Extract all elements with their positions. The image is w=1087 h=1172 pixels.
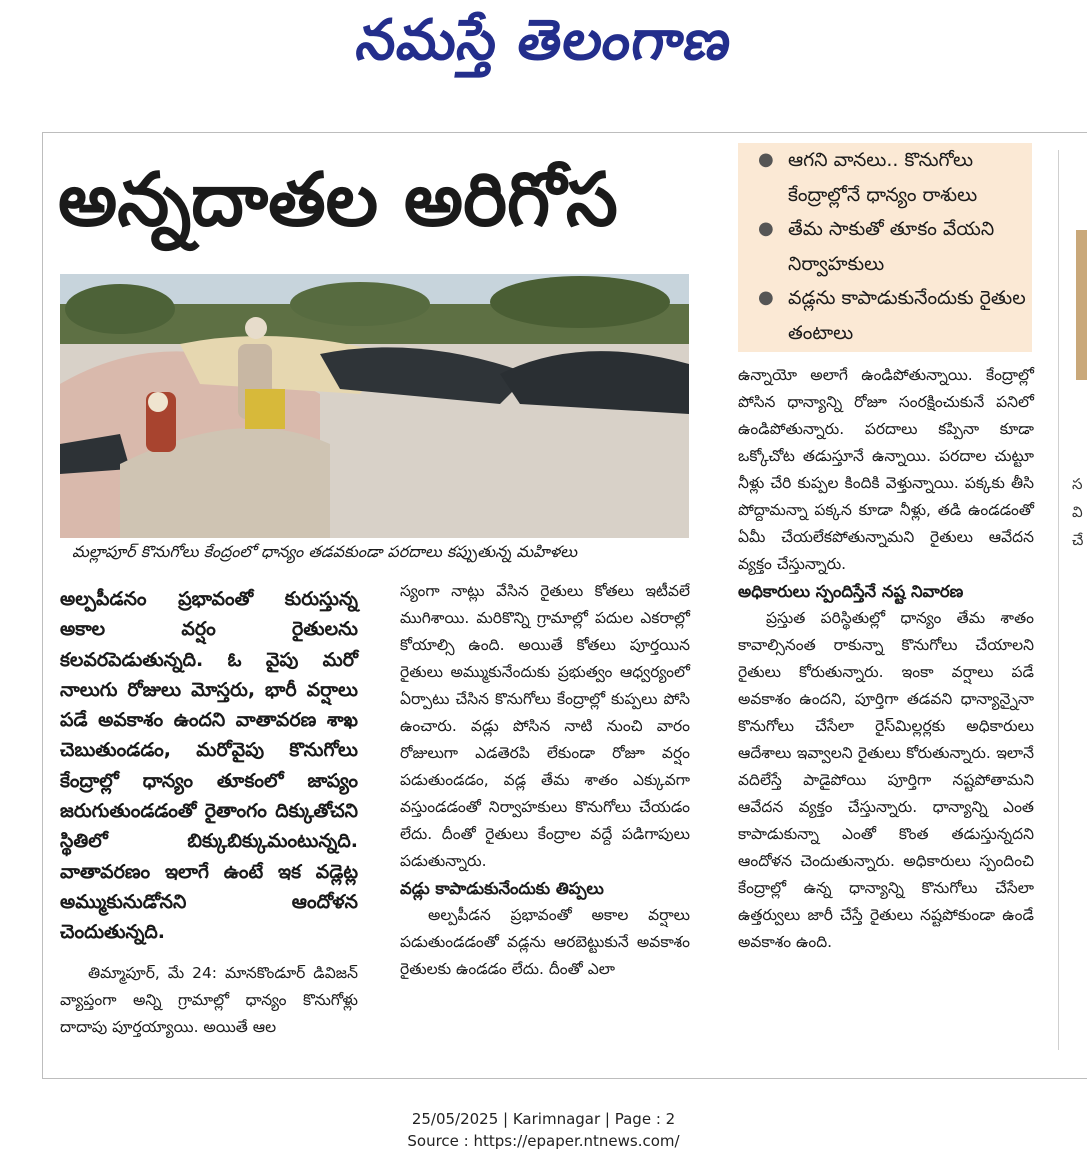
body-paragraph: అల్పపీడన ప్రభావంతో అకాల వర్షాలు పడుతుండడంతో వడ్లను ఆరబెట్టుకునే అవకాశం రైతులకు ఉండడం లేదు. దీంతో ఎలా <box>400 906 690 978</box>
body-paragraph: స్యంగా నాట్లు వేసిన రైతులు కోతలు ఇటీవలే ముగిశాయి. మరికొన్ని గ్రామాల్లో పదుల ఎకరాల్లో కోయాల్సి ఉంది. అయితే కోతలు పూర్తయిన రైతులు అమ్ముకునేందుకు ప్రభుత్వం ఆధ్వర్యంలో ఏర్పాటు చేసిన కొనుగోలు కేంద్రాల్లో కుప్పలు పోసి ఉంచారు. వడ్లు పోసిన నాటి నుంచి వారం రోజులుగా ఎడతెరపి లేకుండా రోజూ వర్షం పడుతుండడం, వడ్ల తేమ శాతం ఎక్కువగా వస్తుండడంతో నిర్వాహకులు కొనుగోలు చేయడం లేదు. దీంతో రైతులు కేంద్రాల వద్దే పడిగాపులు పడుతున్నారు. <box>400 582 690 870</box>
bullet-icon: ● <box>758 149 774 170</box>
highlight-text: తేమ సాకుతో తూకం వేయని నిర్వాహకులు <box>788 218 995 275</box>
bullet-icon: ● <box>758 287 774 308</box>
source-link[interactable]: Source : https://epaper.ntnews.com/ <box>407 1132 680 1150</box>
subheading: వడ్లు కాపాడుకునేందుకు తిప్పలు <box>400 879 604 898</box>
body-paragraph: తిమ్మాపూర్, మే 24: మానకొండూర్ డివిజన్ వ్యాప్తంగా అన్ని గ్రామాల్లో ధాన్యం కొనుగోళ్లు దాదాపు పూర్తయ్యాయి. అయితే ఆల <box>60 963 358 1036</box>
headline: అన్నదాతల అరిగోస <box>58 157 618 243</box>
masthead <box>0 0 1087 100</box>
article-column-3 <box>738 362 1034 956</box>
article-column-2 <box>400 578 690 983</box>
highlight-item <box>738 212 1032 281</box>
lead-paragraph: అల్పపీడనం ప్రభావంతో కురుస్తున్న అకాల వర్షం రైతులను కలవరపెడుతున్నది. ఓ వైపు మరో నాలుగు రోజులు మోస్తరు, భారీ వర్షాలు పడే అవకాశం ఉందని వాతావరణ శాఖ చెబుతుండడం, మరోవైపు కొనుగోలు కేంద్రాల్లో ధాన్యం తూకంలో జాప్యం జరుగుతుండడంతో రైతాంగం దిక్కుతోచని స్థితిలో బిక్కుబిక్కుమంటున్నది. వాతావరణం ఇలాగే ఉంటే ఇక వడ్లెట్ల అమ్ముకునుడోనని ఆందోళన చెందుతున్నది. <box>60 588 358 944</box>
body-paragraph: ప్రస్తుత పరిస్థితుల్లో ధాన్యం తేమ శాతం కావాల్సినంత రాకున్నా కొనుగోలు చేయాలని రైతులు కోరుతున్నారు. ఇంకా వర్షాలు పడే అవకాశం ఉందని, పూర్తిగా తడవని ధాన్యాన్నైనా కొనుగోలు చేసేలా రైస్‌మిల్లర్లకు అధికారులు ఆదేశాలు ఇవ్వాలని రైతులు కోరుతున్నారు. ఇలానే వదిలేస్తే పాడైపోయి పూర్తిగా నష్టపోతామని ఆవేదన వ్యక్తం చేస్తున్నారు. ధాన్యాన్ని ఎంత కాపాడుకున్నా ఎంతో కొంత తడుస్తున్నదని ఆందోళన చెందుతున్నారు. అధికారులు స్పందించి కేంద్రాల్లో ఉన్న ధాన్యాన్ని కొనుగోలు చేసేలా ఉత్తర్వులు జారీ చేస్తే రైతులు నష్టపోకుండా ఉండే అవకాశం ఉంది. <box>738 609 1034 951</box>
photo-caption: మల్లాపూర్ కొనుగోలు కేంద్రంలో ధాన్యం తడవకుండా పరదాలు కప్పుతున్న మహిళలు <box>72 542 578 561</box>
highlight-text: ఆగని వానలు.. కొనుగోలు కేంద్రాల్లోనే ధాన్యం రాశులు <box>788 149 978 206</box>
column-divider <box>1058 150 1059 1050</box>
highlights-box <box>738 143 1032 352</box>
body-paragraph: ఉన్నాయో అలాగే ఉండిపోతున్నాయి. కేంద్రాల్లో పోసిన ధాన్యాన్ని రోజూ సంరక్షించుకునే పనిలో ఉండిపోతున్నారు. పరదాలు కప్పినా కూడా ఒక్కోచోట తడుస్తూనే ఉన్నాయి. పరదాల చుట్టూ నీళ్లు చేరి కుప్పల కిందికి వెళ్తున్నాయి. పక్కకు తీసి పోద్దామన్నా పక్కన కూడా నీళ్లు, తడి ఉండడంతో ఏమీ చేయలేకపోతున్నామని రైతులు ఆవేదన వ్యక్తం చేస్తున్నారు. <box>738 366 1034 573</box>
adjacent-photo-fragment <box>1076 230 1087 380</box>
news-photo <box>60 274 689 538</box>
highlight-text: వడ్లను కాపాడుకునేందుకు రైతుల తంటాలు <box>788 287 1026 344</box>
page-footer <box>0 1108 1087 1152</box>
edge-char: వి <box>1072 503 1083 521</box>
edge-char: చే <box>1072 531 1084 549</box>
photo-illustration <box>60 274 689 538</box>
article-column-1 <box>60 584 358 1041</box>
newspaper-logo: నమస్తే తెలంగాణ <box>352 8 737 73</box>
highlight-item <box>738 281 1032 350</box>
highlight-item <box>738 143 1032 212</box>
bullet-icon: ● <box>758 218 774 239</box>
subheading: అధికారులు స్పందిస్తేనే నష్ట నివారణ <box>738 582 964 601</box>
adjacent-text-fragment <box>1072 470 1087 554</box>
edge-char: స <box>1072 475 1083 493</box>
edition-info: 25/05/2025 | Karimnagar | Page : 2 <box>411 1110 676 1128</box>
